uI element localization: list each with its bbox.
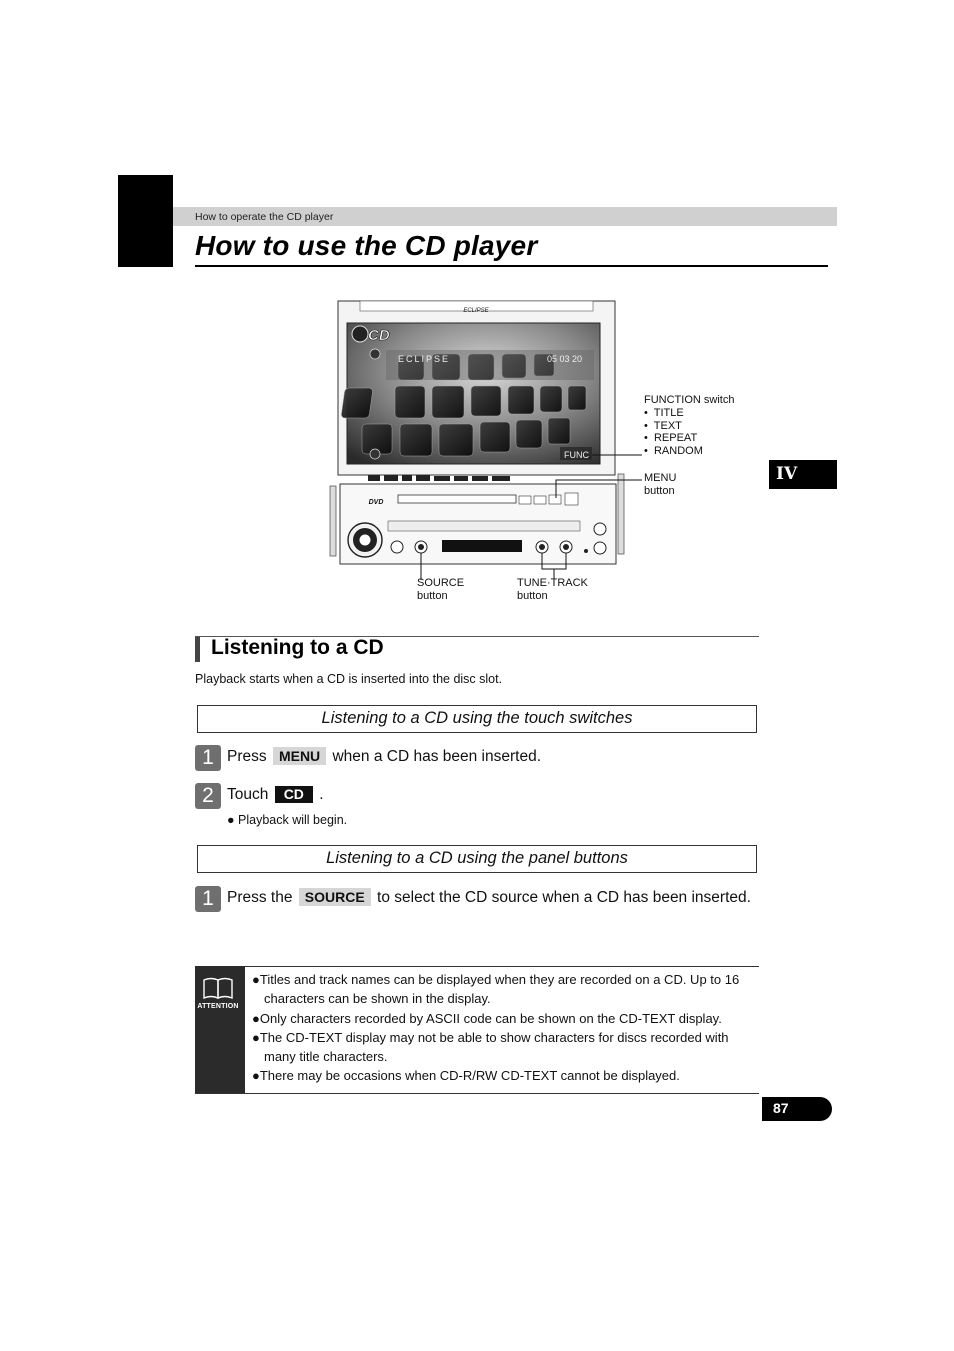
playback-note: ● Playback will begin. [227, 813, 348, 827]
menu-button[interactable] [565, 493, 578, 505]
attention-item: ●Titles and track names can be displayed when they are recorded on a CD. Up to 16 characters can be shown in the display. [252, 972, 740, 1007]
section-bar [195, 637, 200, 662]
tune-callout-line1: TUNE·TRACK [517, 577, 588, 589]
section-intro: Playback starts when a CD is inserted into the disc slot. [195, 672, 503, 686]
power-button[interactable] [391, 541, 403, 553]
attention-item: ●The CD-TEXT display may not be able to show characters for discs recorded with many title characters. [252, 1029, 729, 1065]
attention-item: ●There may be occasions when CD-R/RW CD-TEXT cannot be displayed. [252, 1068, 680, 1084]
breadcrumb: How to operate the CD player [195, 211, 334, 223]
page-title: How to use the CD player [195, 230, 538, 261]
panel-display [442, 540, 522, 552]
source-callout-line2: button [417, 589, 448, 602]
source-callout-line1: SOURCE [417, 577, 465, 589]
panel-step-1-pre: Press the [227, 889, 293, 906]
cd-button-label: CD [275, 786, 313, 803]
touch-screen [341, 323, 600, 464]
func-label: FUNC [564, 450, 589, 460]
touch-step-2-post: . [319, 786, 324, 803]
screen-cd-logo: CD [368, 327, 390, 344]
step-1-number: 1 [195, 745, 221, 771]
touch-step-2-pre: Touch [227, 786, 269, 803]
panel-step-1-post: to select the CD source when a CD has been inserted. [377, 889, 751, 906]
function-item-title: • TITLE [644, 406, 684, 419]
touch-step-1 [227, 747, 541, 766]
chapter-marker-block [118, 175, 173, 267]
head-unit-illustration [320, 296, 650, 616]
screen-brand: ECLIPSE [398, 354, 451, 364]
attention-sidebar [195, 966, 245, 1093]
page-number: 87 [762, 1097, 832, 1121]
menu-button-callout [644, 472, 676, 498]
step-2-number: 2 [195, 783, 221, 809]
function-switch-callout [644, 394, 734, 458]
touch-step-2 [227, 786, 324, 804]
screen-clock: 05 03 20 [547, 354, 583, 364]
menu-button-label: MENU [273, 747, 326, 765]
tune-callout-line2: button [517, 589, 548, 602]
function-switch-label: FUNCTION switch [644, 394, 735, 406]
touch-switches-heading: Listening to a CD using the touch switches [197, 705, 757, 733]
panel-buttons-heading: Listening to a CD using the panel buttons [197, 845, 757, 873]
function-item-repeat: • REPEAT [644, 432, 698, 445]
function-item-text: • TEXT [644, 419, 682, 432]
brand-logo: ECLIPSE [463, 308, 489, 314]
tune-track-callout [517, 577, 588, 603]
book-icon [195, 966, 245, 1006]
attention-label: ATTENTION [197, 1003, 239, 1010]
chapter-tab: IV [769, 460, 837, 489]
title-underline [195, 265, 828, 267]
menu-callout-line1: MENU [644, 472, 677, 484]
dvd-logo: DVD [368, 499, 384, 506]
touch-step-1-pre: Press [227, 748, 267, 765]
attention-item: ●Only characters recorded by ASCII code can be shown on the CD-TEXT display. [252, 1010, 722, 1026]
panel-step-1-number: 1 [195, 886, 221, 912]
section-title: Listening to a CD [211, 636, 384, 659]
menu-callout-line2: button [644, 484, 675, 497]
disc-slot [398, 495, 516, 503]
source-button-label: SOURCE [299, 888, 371, 906]
source-button-callout [417, 577, 464, 603]
attention-list [252, 970, 752, 1086]
panel-step-1 [227, 888, 751, 907]
touch-step-1-post: when a CD has been inserted. [332, 748, 542, 765]
function-item-random: • RANDOM [644, 445, 703, 458]
playback-note-text: Playback will begin. [238, 813, 348, 827]
